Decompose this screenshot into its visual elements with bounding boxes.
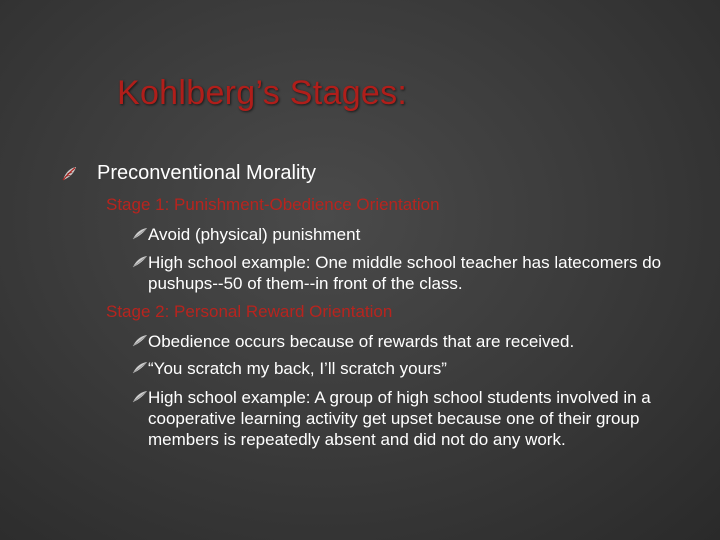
stage-2-heading: Stage 2: Personal Reward Orientation <box>106 302 393 321</box>
stage-2-item <box>132 331 708 352</box>
stage-1-item <box>132 252 708 294</box>
item-text: “You scratch my back, I’ll scratch yours” <box>148 359 447 378</box>
wing-bullet-icon <box>132 227 148 241</box>
item-text: High school example: One middle school teacher has latecomers do pushups--50 of them--in front of the class. <box>148 253 662 293</box>
stage-1-item <box>132 224 708 245</box>
leaf-bullet-icon <box>62 166 77 181</box>
wing-bullet-icon <box>132 361 148 375</box>
stage-1-heading: Stage 1: Punishment-Obedience Orientation <box>106 195 440 214</box>
item-text: High school example: A group of high school students involved in a cooperative learning activity get upset because one of their group members is repeatedly absent and did not do any work. <box>148 388 651 449</box>
wing-bullet-icon <box>132 255 148 269</box>
wing-bullet-icon <box>132 390 148 404</box>
wing-bullet-icon <box>132 334 148 348</box>
item-text: Obedience occurs because of rewards that are received. <box>148 332 575 351</box>
item-text: Avoid (physical) punishment <box>148 225 361 244</box>
slide-title: Kohlberg’s Stages: <box>117 74 408 112</box>
stage-2-item <box>132 387 688 450</box>
stage-2-item <box>132 358 708 379</box>
preconventional-morality-heading: Preconventional Morality <box>97 162 316 184</box>
